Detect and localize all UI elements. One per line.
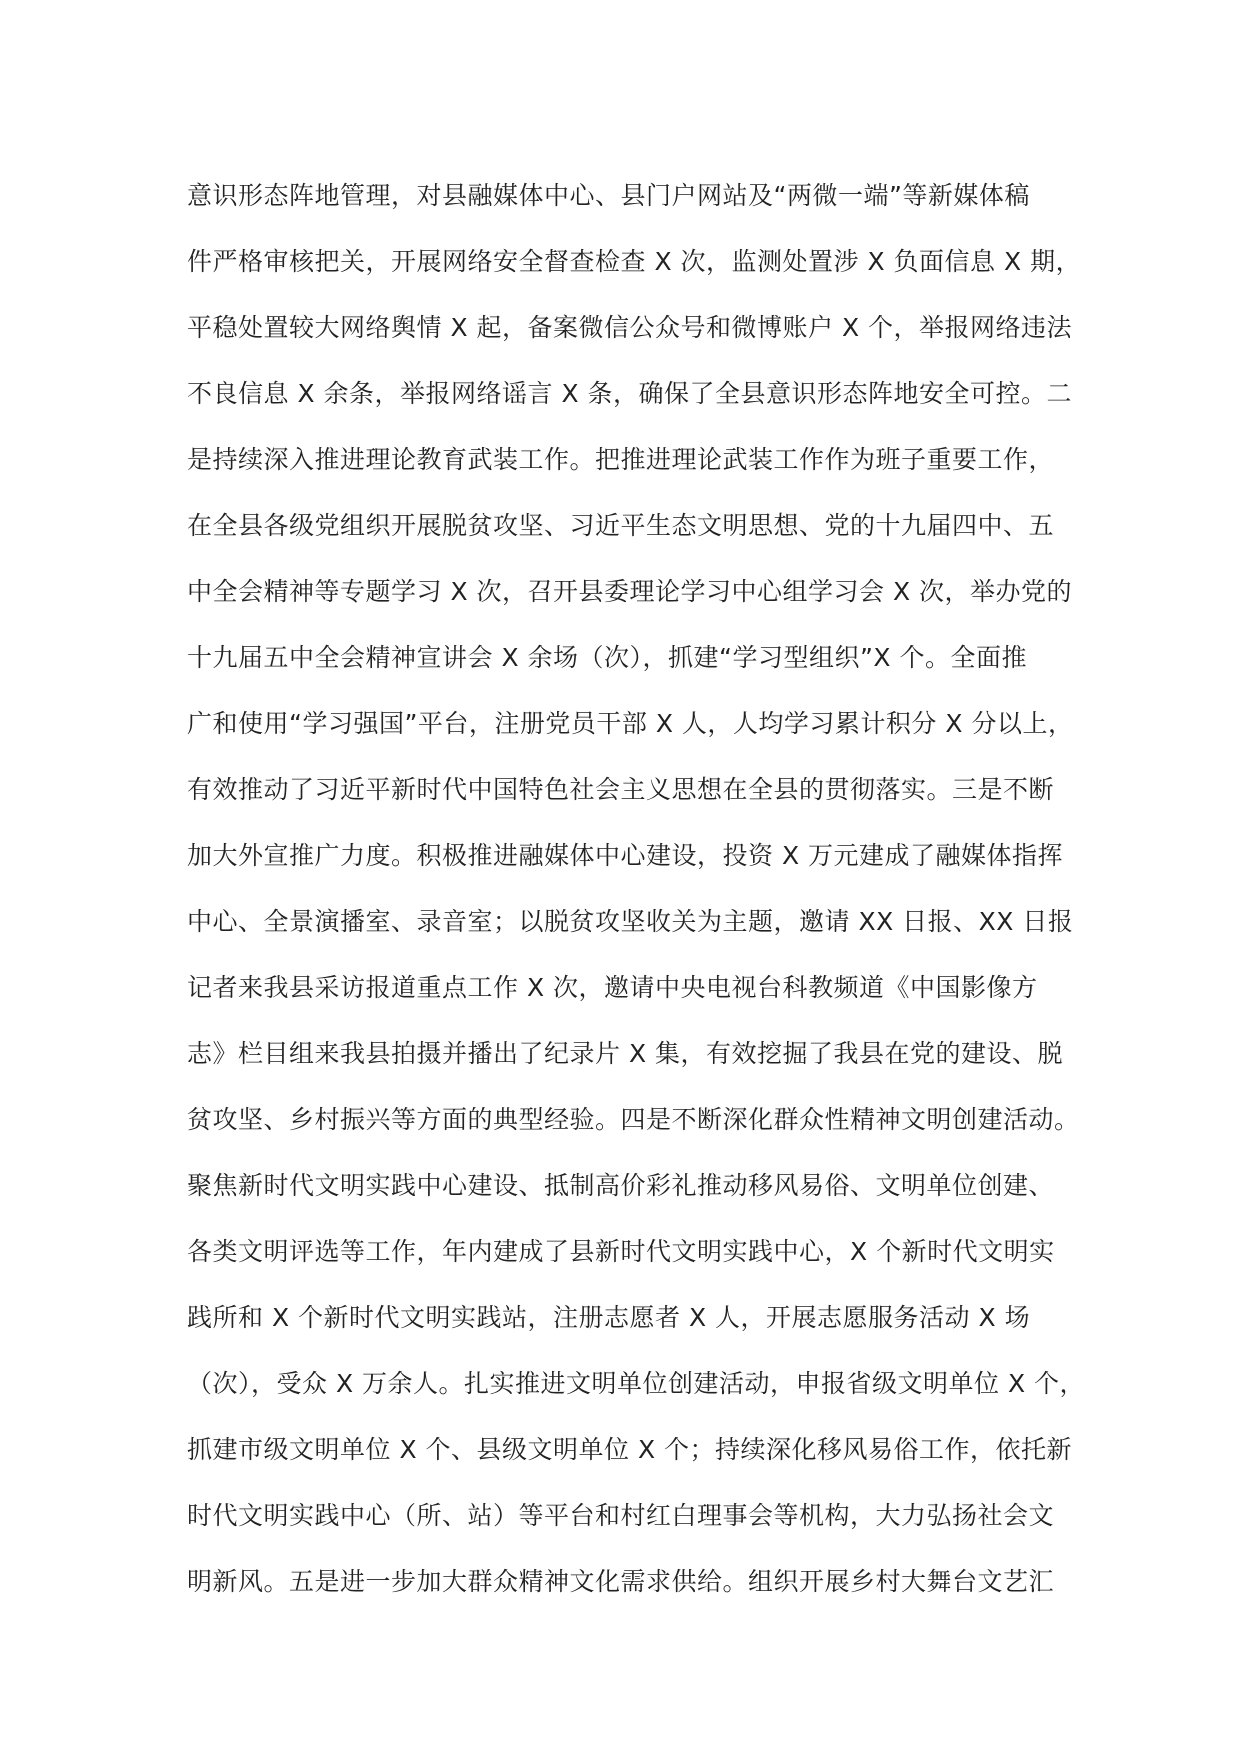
text-line: 时代文明实践中心（所、站）等平台和村红白理事会等机构，大力弘扬社会文 (187, 1501, 1055, 1530)
text-line: 在全县各级党组织开展脱贫攻坚、习近平生态文明思想、党的十九届四中、五 (187, 511, 1055, 540)
text-line: 志》栏目组来我县拍摄并播出了纪录片 X 集，有效挖掘了我县在党的建设、脱 (187, 1039, 1064, 1068)
text-line: 抓建市级文明单位 X 个、县级文明单位 X 个；持续深化移风易俗工作，依托新 (187, 1435, 1073, 1464)
text-line: 中全会精神等专题学习 X 次，召开县委理论学习中心组学习会 X 次，举办党的 (187, 577, 1073, 606)
text-line: 意识形态阵地管理，对县融媒体中心、县门户网站及“两微一端”等新媒体稿 (187, 181, 1030, 210)
text-line: 聚焦新时代文明实践中心建设、抵制高价彩礼推动移风易俗、文明单位创建、 (187, 1171, 1055, 1200)
text-line: 加大外宣推广力度。积极推进融媒体中心建设，投资 X 万元建成了融媒体指挥 (187, 841, 1064, 870)
text-line: 记者来我县采访报道重点工作 X 次，邀请中央电视台科教频道《中国影像方 (187, 973, 1038, 1002)
text-line: 广和使用“学习强国”平台，注册党员干部 X 人，人均学习累计积分 X 分以上， (187, 709, 1074, 738)
text-line: （次），受众 X 万余人。扎实推进文明单位创建活动，申报省级文明单位 X 个， (187, 1369, 1086, 1398)
text-line: 不良信息 X 余条，举报网络谣言 X 条，确保了全县意识形态阵地安全可控。二 (187, 379, 1073, 408)
body-text (187, 176, 1087, 1628)
text-line: 平稳处置较大网络舆情 X 起，备案微信公众号和微博账户 X 个，举报网络违法 (187, 313, 1073, 342)
text-line: 件严格审核把关，开展网络安全督查检查 X 次，监测处置涉 X 负面信息 X 期， (187, 247, 1082, 276)
text-line: 十九届五中全会精神宣讲会 X 余场（次），抓建“学习型组织”X 个。全面推 (187, 643, 1027, 672)
text-line: 中心、全景演播室、录音室；以脱贫攻坚收关为主题，邀请 XX 日报、XX 日报 (187, 907, 1074, 936)
text-line: 践所和 X 个新时代文明实践站，注册志愿者 X 人，开展志愿服务活动 X 场 (187, 1303, 1031, 1332)
text-line: 贫攻坚、乡村振兴等方面的典型经验。四是不断深化群众性精神文明创建活动。 (187, 1105, 1080, 1134)
text-line: 各类文明评选等工作，年内建成了县新时代文明实践中心，X 个新时代文明实 (187, 1237, 1055, 1266)
text-line: 明新风。五是进一步加大群众精神文化需求供给。组织开展乡村大舞台文艺汇 (187, 1567, 1055, 1596)
text-line: 有效推动了习近平新时代中国特色社会主义思想在全县的贯彻落实。三是不断 (187, 775, 1055, 804)
text-line: 是持续深入推进理论教育武装工作。把推进理论武装工作作为班子重要工作， (187, 445, 1055, 474)
